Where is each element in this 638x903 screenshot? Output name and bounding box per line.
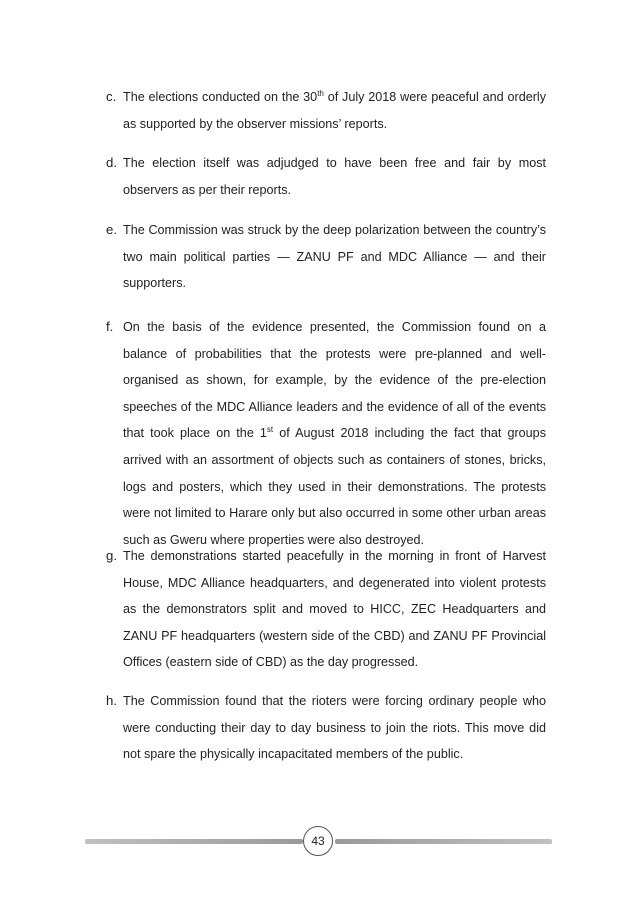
footer-rule-left [85,839,303,844]
item-marker: g. [106,548,117,563]
finding-item-c [106,84,546,137]
finding-item-g [106,543,546,676]
item-text: The demonstrations started peacefully in the morning in front of Harvest House, MDC Alliance headquarters, and degenerated into violent protests as the demonstrators split and moved to HICC, ZEC Headquarters and ZANU PF headquarters (western side of the CBD) and ZANU PF Provincial Offices (eastern side of CBD) as the day progressed. [123,549,546,670]
item-marker: f. [106,319,114,334]
item-marker: c. [106,89,117,104]
item-marker: h. [106,693,117,708]
item-text: The Commission was struck by the deep polarization between the country’s two main political parties — ZANU PF and MDC Alliance — and their supporters. [123,223,546,291]
item-text: The election itself was adjudged to have been free and fair by most observers as per their reports. [123,156,546,197]
page-number: 43 [303,826,333,856]
finding-item-d [106,150,546,203]
finding-item-f [106,314,546,553]
item-text: The Commission found that the rioters were forcing ordinary people who were conducting their day to day business to join the riots. This move did not spare the physically incapacitated members of the public. [123,694,546,762]
item-marker: e. [106,222,117,237]
item-text: On the basis of the evidence presented, the Commission found on a balance of probabilities that the protests were pre-planned and well-organised as shown, for example, by the evidence of the pre-election speeches of the MDC Alliance leaders and the evidence of all of the events that took place on the 1st of August 2018 including the fact that groups arrived with an assortment of objects such as containers of stones, bricks, logs and posters, which they used in their demonstrations. The protests were not limited to Harare only but also occurred in some other urban areas such as Gweru where properties were also destroyed. [123,320,546,547]
finding-item-e [106,217,546,297]
item-text: The elections conducted on the 30th of July 2018 were peaceful and orderly as supported by the observer missions’ reports. [123,89,547,131]
item-marker: d. [106,155,117,170]
finding-item-h [106,688,546,768]
footer-rule-right [335,839,552,844]
